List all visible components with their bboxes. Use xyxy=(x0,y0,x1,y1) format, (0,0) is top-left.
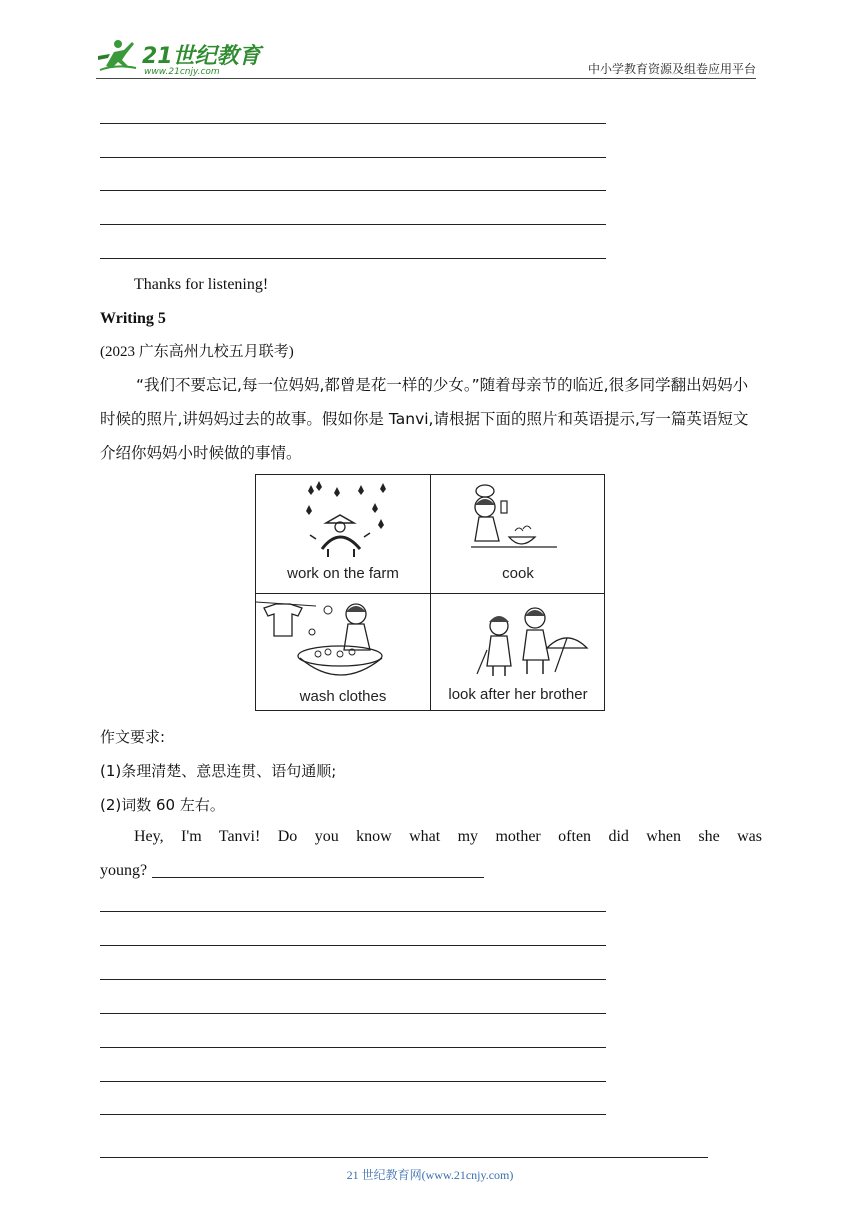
answer-line[interactable] xyxy=(100,979,606,980)
caption-farm: work on the farm xyxy=(287,565,399,582)
caption-wash-clothes: wash clothes xyxy=(299,688,387,705)
answer-line[interactable] xyxy=(100,1081,606,1082)
section-title: Writing 5 xyxy=(100,310,166,327)
picture-wash-clothes xyxy=(256,594,430,711)
answer-line[interactable] xyxy=(152,877,484,878)
requirement-item: (1)条理清楚、意思连贯、语句通顺; xyxy=(100,762,337,780)
cook-illustration xyxy=(431,475,605,567)
answer-line[interactable] xyxy=(100,1047,606,1048)
caption-look-after-brother: look after her brother xyxy=(448,686,588,703)
answer-line[interactable] xyxy=(100,945,606,946)
header-platform-text: 中小学教育资源及组卷应用平台 xyxy=(587,62,756,76)
question-source-text: (2023 广东高州九校五月联考) xyxy=(100,344,294,360)
footer-divider xyxy=(100,1157,708,1158)
opening-sentence-cont: young? xyxy=(100,862,148,879)
picture-farm xyxy=(256,475,430,593)
question-source xyxy=(100,342,294,362)
farm-illustration xyxy=(256,475,430,567)
caption-cook: cook xyxy=(502,565,534,582)
picture-cook xyxy=(431,475,605,593)
site-logo xyxy=(96,36,266,78)
answer-line xyxy=(100,123,606,124)
answer-line[interactable] xyxy=(100,1114,606,1115)
picture-grid xyxy=(255,474,605,711)
opening-sentence: Hey, I'm Tanvi! Do you know what my mother often did when she was xyxy=(134,828,762,845)
answer-line xyxy=(100,224,606,225)
requirements-title: 作文要求: xyxy=(100,728,166,746)
answer-line[interactable] xyxy=(100,911,606,912)
closing-text: Thanks for listening! xyxy=(134,276,269,293)
prompt-paragraph: “我们不要忘记,每一位妈妈,都曾是花一样的少女。”随着母亲节的临近,很多同学翻出妈妈小时候的照片,讲妈妈过去的故事。假如你是 Tanvi,请根据下面的照片和英语提示,写一篇英语短文介绍你妈妈小时候做的事情。 xyxy=(100,376,749,462)
answer-line xyxy=(100,258,606,259)
header-divider xyxy=(96,78,756,79)
siblings-illustration xyxy=(431,594,605,686)
requirement-item: (2)词数 60 左右。 xyxy=(100,796,225,814)
svg-text:21世纪教育: 21世纪教育 xyxy=(142,44,261,69)
answer-line[interactable] xyxy=(100,1013,606,1014)
footer-text: 21 世纪教育网(www.21cnjy.com) xyxy=(346,1168,514,1182)
answer-line xyxy=(100,190,606,191)
svg-text:www.21cnjy.com: www.21cnjy.com xyxy=(144,67,220,77)
picture-look-after-brother xyxy=(431,594,605,711)
answer-line xyxy=(100,157,606,158)
wash-clothes-illustration xyxy=(256,594,430,686)
